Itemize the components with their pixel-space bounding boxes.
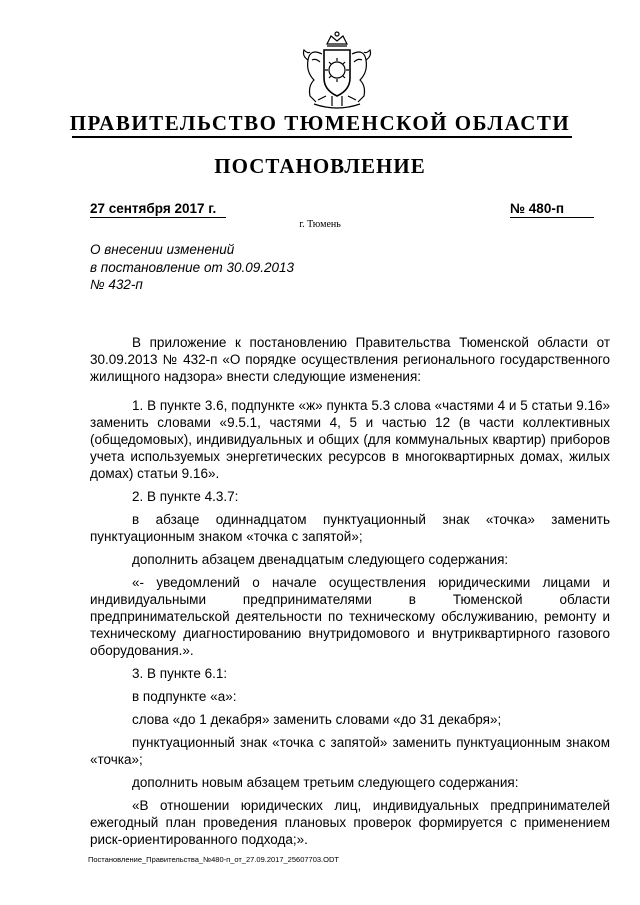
title-divider xyxy=(72,136,572,138)
document-body xyxy=(90,334,610,854)
document-type-title: ПОСТАНОВЛЕНИЕ xyxy=(214,154,426,178)
document-footer-filename: Постановление_Правительства_№480-п_от_27.09.2017_25607703.ODT xyxy=(88,855,339,864)
government-title: ПРАВИТЕЛЬСТВО ТЮМЕНСКОЙ ОБЛАСТИ xyxy=(69,111,571,135)
body-paragraph: пунктуационный знак «точка с запятой» заменить пунктуационным знаком «точка»; xyxy=(90,735,610,767)
subject-line: О внесении изменений xyxy=(90,242,235,257)
body-paragraph: в абзаце одиннадцатом пунктуационный знак «точка» заменить пунктуационным знаком «точка с запятой»; xyxy=(90,512,610,544)
document-city: г. Тюмень xyxy=(299,219,341,230)
document-subject xyxy=(90,241,390,294)
body-paragraph: 1. В пункте 3.6, подпункте «ж» пункта 5.3 слова «частями 4 и 5 статьи 9.16» заменить словами «9.5.1, частями 4, 5 и частью 12 (в части коллективных (общедомовых), индивидуальных и общих (для коммунальных квартир) приборов учета используемых энергетических ресурсов в многоквартирных домах, жилых домах) статьи 9.16». xyxy=(90,398,610,481)
body-paragraph: В приложение к постановлению Правительства Тюменской области от 30.09.2013 № 432-п «О порядке осуществления регионального государственного жилищного надзора» внести следующие изменения: xyxy=(90,335,610,384)
body-paragraph: «В отношении юридических лиц, индивидуальных предпринимателей ежегодный план проведения плановых проверок формируется с применением риск-ориентированного подхода;». xyxy=(90,798,610,847)
subject-line: в постановление от 30.09.2013 xyxy=(90,259,295,275)
body-paragraph: слова «до 1 декабря» заменить словами «до 31 декабря»; xyxy=(132,712,502,727)
coat-of-arms-icon xyxy=(296,30,378,114)
body-paragraph: «- уведомлений о начале осуществления юридическими лицами и индивидуальными предпринимателями в Тюменской области предпринимательской деятельности по техническому обслуживанию, ремонту и техническому диагностированию внутридомового и внутриквартирного газового оборудования.». xyxy=(90,575,610,658)
body-paragraph: в подпункте «а»: xyxy=(132,689,237,704)
document-number: № 480-п xyxy=(510,201,594,218)
subject-line: № 432-п xyxy=(90,277,143,292)
body-paragraph: дополнить абзацем двенадцатым следующего содержания: xyxy=(132,552,509,567)
body-paragraph: 2. В пункте 4.3.7: xyxy=(132,489,239,504)
body-paragraph: 3. В пункте 6.1: xyxy=(132,666,228,681)
document-date: 27 сентября 2017 г. xyxy=(90,201,226,218)
body-paragraph: дополнить новым абзацем третьим следующего содержания: xyxy=(132,775,519,790)
